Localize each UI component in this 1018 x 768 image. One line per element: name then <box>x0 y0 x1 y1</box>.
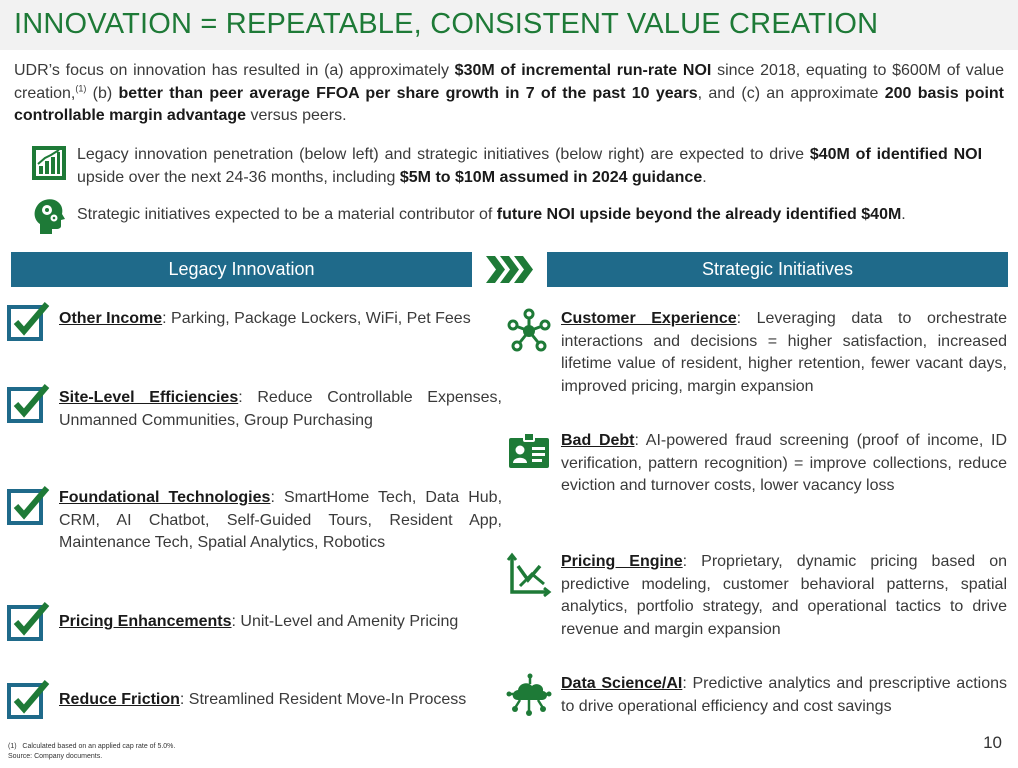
chevron-arrows-icon <box>484 252 536 287</box>
item-text: : Proprietary, dynamic pricing based on predictive modeling, customer behavioral patterns, spatial analytics, portfolio strategy, and operational tactics to drive revenue and margin expansion <box>561 553 1008 638</box>
page-title: INNOVATION = REPEATABLE, CONSISTENT VALUE CREATION <box>14 8 879 40</box>
cloud-network-icon <box>506 672 552 718</box>
strategic-initiatives-header: Strategic Initiatives <box>547 252 1008 287</box>
bullet-strategic-upside <box>30 196 985 240</box>
checkbox-checked-icon <box>6 484 50 528</box>
footnote-source: Source: Company documents. <box>8 753 103 760</box>
bullet-text-part: . <box>901 206 906 223</box>
intro-bold: better than peer average FFOA per share growth in 7 of the past 10 years <box>118 84 698 102</box>
checkbox-checked-icon <box>6 600 50 644</box>
item-label: Bad Debt <box>561 432 635 449</box>
intro-text: since 2018, equating to $600M of value creation, <box>14 62 1005 102</box>
strategic-item-pricing-engine <box>561 551 1007 641</box>
intro-text: , and (c) an approximate <box>697 84 885 102</box>
intro-paragraph <box>14 60 1004 128</box>
intro-text: versus peers. <box>246 107 347 124</box>
item-text: : Predictive analytics and prescriptive actions to drive operational efficiency and cost savings <box>561 675 1007 715</box>
legacy-item-pricing-enhancements <box>59 611 502 634</box>
bullet-bold: $40M of identified NOI <box>809 146 983 163</box>
item-label: Pricing Enhancements <box>59 613 232 630</box>
page-number: 10 <box>983 733 1002 752</box>
bullet-text-part: Legacy innovation penetration (below left) and strategic initiatives (below right) are expected to drive <box>77 146 810 163</box>
item-text: : Unit-Level and Amenity Pricing <box>231 613 459 630</box>
intro-bold: 200 basis point controllable margin advantage <box>14 84 1005 124</box>
title-bar <box>0 0 1018 50</box>
legacy-innovation-header: Legacy Innovation <box>11 252 472 287</box>
intro-bold: $30M of incremental run-rate NOI <box>454 62 712 79</box>
bullet-text-part: Strategic initiatives expected to be a material contributor of <box>77 206 497 223</box>
strategic-item-bad-debt <box>561 430 1007 498</box>
network-icon <box>506 308 552 354</box>
checkbox-checked-icon <box>6 300 50 344</box>
bar-chart-icon <box>30 144 68 182</box>
bullet-text-part: upside over the next 24-36 months, including <box>77 168 400 186</box>
item-label: Data Science/AI <box>561 675 683 692</box>
checkbox-checked-icon <box>6 382 50 426</box>
trend-chart-icon <box>506 552 552 598</box>
item-label: Other Income <box>59 310 163 327</box>
legacy-item-site-level-efficiencies <box>59 387 502 432</box>
bullet-bold: $5M to $10M assumed in 2024 guidance <box>399 168 703 186</box>
item-label: Site-Level Efficiencies <box>59 389 239 406</box>
intro-text: UDR’s focus on innovation has resulted in (a) approximately <box>14 62 455 79</box>
footnote-marker: (1) <box>75 83 87 94</box>
item-label: Reduce Friction <box>59 691 180 708</box>
legacy-item-foundational-technologies <box>59 487 502 555</box>
checkbox-checked-icon <box>6 678 50 722</box>
bullet-bold: future NOI upside beyond the already identified $40M <box>496 206 902 223</box>
bullet-noi-guidance <box>30 144 985 192</box>
item-text: : Reduce Controllable Expenses, Unmanned Communities, Group Purchasing <box>59 389 502 429</box>
bullet-text-part: . <box>702 168 707 186</box>
item-label: Pricing Engine <box>561 553 683 570</box>
footnote-1 <box>8 743 175 750</box>
id-card-icon <box>506 430 552 476</box>
footnote-text: Calculated based on an applied cap rate of 5.0%. <box>22 743 176 750</box>
item-text: : Leveraging data to orchestrate interactions and decisions = higher satisfaction, increased lifetime value of resident, higher retention, fewer vacant days, improved pricing, margin expansion <box>561 310 1007 395</box>
item-label: Customer Experience <box>561 310 737 327</box>
item-text: : Parking, Package Lockers, WiFi, Pet Fees <box>162 310 471 327</box>
footnote-marker: (1) <box>8 743 17 750</box>
head-gears-icon <box>30 196 68 236</box>
bullet-text <box>77 204 982 227</box>
item-text: : Streamlined Resident Move-In Process <box>179 691 467 708</box>
item-text: : SmartHome Tech, Data Hub, CRM, AI Chatbot, Self-Guided Tours, Resident App, Maintenance Tech, Spatial Analytics, Robotics <box>59 489 503 551</box>
strategic-item-customer-experience <box>561 308 1007 398</box>
item-label: Foundational Technologies <box>59 489 271 506</box>
intro-text: (b) <box>86 84 119 102</box>
legacy-item-other-income <box>59 308 502 331</box>
bullet-text <box>77 144 982 189</box>
strategic-item-data-science-ai <box>561 673 1007 718</box>
item-text: : AI-powered fraud screening (proof of income, ID verification, pattern recognition) = improve collections, reduce eviction and turnover costs, lower vacancy loss <box>561 432 1007 494</box>
legacy-item-reduce-friction <box>59 689 502 712</box>
